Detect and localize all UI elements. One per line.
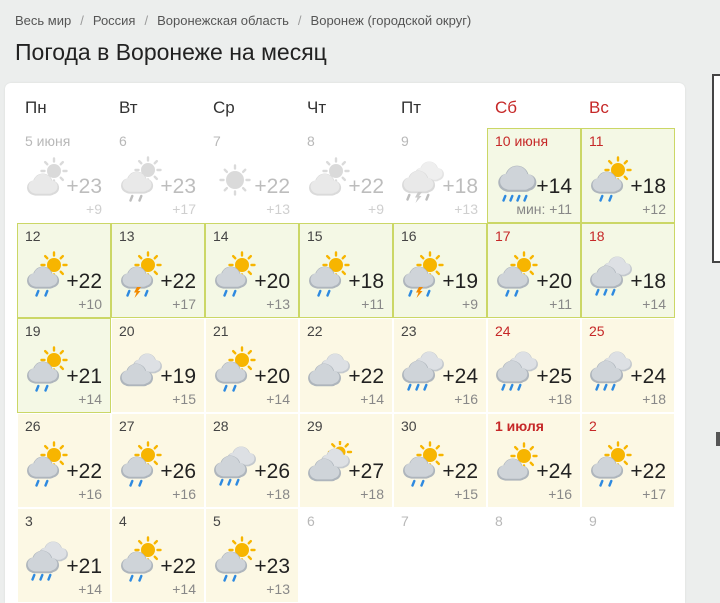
- calendar-day-cell[interactable]: [581, 128, 675, 223]
- day-number: 26: [25, 418, 41, 434]
- calendar-day-cell[interactable]: [581, 413, 675, 508]
- day-number: 28: [213, 418, 229, 434]
- calendar-day-cell[interactable]: [299, 223, 393, 318]
- calendar-day-cell: [393, 128, 487, 223]
- calendar-day-cell: [299, 128, 393, 223]
- max-temperature: +22: [630, 460, 666, 483]
- calendar-day-cell[interactable]: [205, 223, 299, 318]
- min-temperature: +18: [642, 391, 666, 407]
- day-number: 15: [307, 228, 323, 244]
- max-temperature: +22: [442, 460, 478, 483]
- cloudy-rain-icon: [23, 536, 71, 584]
- max-temperature: +18: [442, 175, 478, 198]
- cloudy-icon: [117, 346, 165, 394]
- breadcrumb-link[interactable]: Воронеж (городской округ): [310, 13, 472, 28]
- max-temperature: +22: [160, 555, 196, 578]
- calendar-day-cell[interactable]: [487, 413, 581, 508]
- breadcrumb-separator: /: [144, 13, 149, 28]
- calendar-day-cell-empty: [393, 508, 487, 603]
- min-temperature: +17: [172, 201, 196, 217]
- min-temperature: +17: [172, 296, 196, 312]
- max-temperature: +26: [160, 460, 196, 483]
- min-temperature: +14: [360, 391, 384, 407]
- partly-cloudy-rain-icon: [587, 156, 635, 204]
- max-temperature: +23: [66, 175, 102, 198]
- min-temperature: +14: [172, 581, 196, 597]
- cloudy-icon: [305, 346, 353, 394]
- calendar-day-cell[interactable]: [111, 413, 205, 508]
- calendar-grid: [17, 128, 675, 603]
- calendar-day-cell: [17, 128, 111, 223]
- day-number: 8: [307, 133, 315, 149]
- weekday-label: Вс: [589, 98, 609, 117]
- min-temperature: +13: [266, 581, 290, 597]
- calendar-day-cell[interactable]: [17, 508, 111, 603]
- max-temperature: +20: [536, 270, 572, 293]
- partly-cloudy-icon: [493, 441, 541, 489]
- day-number: 7: [213, 133, 221, 149]
- day-number: 14: [213, 228, 229, 244]
- breadcrumb-link[interactable]: Воронежская область: [157, 13, 289, 28]
- partly-cloudy-rain-icon: [23, 441, 71, 489]
- max-temperature: +23: [160, 175, 196, 198]
- cloudy-rain-icon: [587, 346, 635, 394]
- max-temperature: +18: [348, 270, 384, 293]
- sunny-icon: [211, 156, 259, 204]
- min-temperature: +9: [368, 201, 384, 217]
- max-temperature: +23: [254, 555, 290, 578]
- day-number: 12: [25, 228, 41, 244]
- min-temperature: +14: [78, 391, 102, 407]
- day-number: 5 июня: [25, 133, 71, 149]
- max-temperature: +24: [630, 365, 666, 388]
- day-number: 17: [495, 228, 511, 244]
- cloudy-rain-icon: [399, 346, 447, 394]
- max-temperature: +20: [254, 270, 290, 293]
- weekday-label: Сб: [495, 98, 518, 117]
- cloudy-rain-icon: [493, 346, 541, 394]
- max-temperature: +19: [442, 270, 478, 293]
- partly-cloudy-rain-icon: [23, 251, 71, 299]
- calendar-day-cell[interactable]: [487, 223, 581, 318]
- max-temperature: +25: [536, 365, 572, 388]
- min-temperature: +16: [78, 486, 102, 502]
- partly-cloudy-icon: [23, 156, 71, 204]
- day-number: 7: [401, 513, 409, 529]
- calendar-day-cell[interactable]: [487, 318, 581, 413]
- day-number: 5: [213, 513, 221, 529]
- min-temperature: +10: [78, 296, 102, 312]
- day-number: 8: [495, 513, 503, 529]
- min-temperature: +18: [548, 391, 572, 407]
- cloudy-rain-icon: [211, 441, 259, 489]
- calendar-day-cell-empty: [299, 508, 393, 603]
- breadcrumb-separator: /: [80, 13, 84, 28]
- weekday-label: Вт: [119, 98, 138, 117]
- max-temperature: +21: [66, 555, 102, 578]
- day-number: 21: [213, 323, 229, 339]
- min-temperature: [516, 200, 572, 218]
- max-temperature: +18: [630, 175, 666, 198]
- max-temperature: +22: [160, 270, 196, 293]
- min-temperature-label: мин:: [516, 201, 546, 217]
- calendar-day-cell[interactable]: [17, 318, 111, 413]
- min-temperature: +14: [266, 391, 290, 407]
- min-temperature: +15: [172, 391, 196, 407]
- day-number: 29: [307, 418, 323, 434]
- max-temperature: +21: [66, 365, 102, 388]
- day-number: 30: [401, 418, 417, 434]
- day-number: 3: [25, 513, 33, 529]
- min-temperature: +16: [172, 486, 196, 502]
- max-temperature: +27: [348, 460, 384, 483]
- partly-cloudy-rain-icon: [305, 251, 353, 299]
- max-temperature: +22: [66, 270, 102, 293]
- min-temperature: +16: [454, 391, 478, 407]
- calendar-day-cell[interactable]: [299, 413, 393, 508]
- calendar-day-cell[interactable]: [299, 318, 393, 413]
- calendar-day-cell[interactable]: [111, 318, 205, 413]
- min-temperature: +18: [266, 486, 290, 502]
- month-calendar: [5, 83, 685, 603]
- calendar-day-cell[interactable]: [205, 318, 299, 413]
- breadcrumb-link[interactable]: Весь мир: [15, 13, 72, 28]
- day-number: 4: [119, 513, 127, 529]
- day-number: 23: [401, 323, 417, 339]
- partly-cloudy-thunder-icon: [117, 251, 165, 299]
- calendar-day-cell[interactable]: [581, 318, 675, 413]
- calendar-day-cell: [205, 128, 299, 223]
- mostly-cloudy-icon: [305, 441, 353, 489]
- weekday-label: Пт: [401, 98, 422, 117]
- day-number: 25: [589, 323, 605, 339]
- min-temperature: +11: [549, 296, 572, 312]
- min-temperature: +14: [642, 296, 666, 312]
- day-number: 16: [401, 228, 417, 244]
- min-temperature: +15: [454, 486, 478, 502]
- max-temperature: +14: [536, 175, 572, 198]
- breadcrumb: [15, 13, 471, 29]
- partly-cloudy-icon: [305, 156, 353, 204]
- calendar-day-cell-empty: [487, 508, 581, 603]
- overcast-rain-icon: [493, 156, 541, 204]
- day-number: 10 июня: [495, 133, 549, 149]
- day-number: 24: [495, 323, 511, 339]
- day-number: 19: [25, 323, 41, 339]
- day-number: 2: [589, 418, 597, 434]
- max-temperature: +24: [442, 365, 478, 388]
- partly-cloudy-rain-icon: [117, 536, 165, 584]
- max-temperature: +26: [254, 460, 290, 483]
- sidebar-marker: [716, 432, 720, 446]
- partly-cloudy-rain-icon: [399, 441, 447, 489]
- min-temperature: +9: [86, 201, 102, 217]
- min-temperature: +12: [642, 201, 666, 217]
- max-temperature: +22: [254, 175, 290, 198]
- weekday-label: Чт: [307, 98, 327, 117]
- weekday-header: [17, 93, 675, 123]
- max-temperature: +22: [348, 365, 384, 388]
- cloudy-rain-icon: [587, 251, 635, 299]
- calendar-day-cell[interactable]: [17, 413, 111, 508]
- partly-cloudy-rain-icon: [211, 536, 259, 584]
- min-temperature: +17: [642, 486, 666, 502]
- partly-cloudy-rain-icon: [117, 156, 165, 204]
- calendar-day-cell[interactable]: [205, 508, 299, 603]
- min-temperature: +13: [266, 201, 290, 217]
- weekday-label: Пн: [25, 98, 47, 117]
- calendar-day-cell[interactable]: [111, 508, 205, 603]
- calendar-day-cell[interactable]: [487, 128, 581, 223]
- sidebar-panel-edge: [712, 74, 720, 263]
- breadcrumb-link[interactable]: Россия: [92, 13, 136, 28]
- partly-cloudy-rain-icon: [587, 441, 635, 489]
- calendar-day-cell[interactable]: [205, 413, 299, 508]
- max-temperature: +19: [160, 365, 196, 388]
- breadcrumb-separator: /: [297, 13, 302, 28]
- calendar-day-cell[interactable]: [393, 223, 487, 318]
- partly-cloudy-rain-icon: [23, 346, 71, 394]
- min-temperature: +13: [454, 201, 478, 217]
- partly-cloudy-thunder-icon: [399, 251, 447, 299]
- day-number: 22: [307, 323, 323, 339]
- min-temperature: +9: [462, 296, 478, 312]
- partly-cloudy-rain-icon: [117, 441, 165, 489]
- max-temperature: +18: [630, 270, 666, 293]
- min-temperature: +11: [361, 296, 384, 312]
- day-number: 9: [589, 513, 597, 529]
- cloudy-thunder-icon: [399, 156, 447, 204]
- day-number: 6: [307, 513, 315, 529]
- day-number: 6: [119, 133, 127, 149]
- day-number: 9: [401, 133, 409, 149]
- day-number: 11: [589, 133, 604, 149]
- calendar-day-cell: [111, 128, 205, 223]
- weekday-label: Ср: [213, 98, 235, 117]
- calendar-day-cell[interactable]: [393, 318, 487, 413]
- calendar-day-cell[interactable]: [393, 413, 487, 508]
- partly-cloudy-rain-icon: [211, 251, 259, 299]
- calendar-day-cell[interactable]: [581, 223, 675, 318]
- day-number: 18: [589, 228, 605, 244]
- partly-cloudy-rain-icon: [493, 251, 541, 299]
- day-number: 20: [119, 323, 135, 339]
- day-number: 1 июля: [495, 418, 544, 434]
- day-number: 13: [119, 228, 135, 244]
- calendar-day-cell-empty: [581, 508, 675, 603]
- page-title: Погода в Воронеже на месяц: [15, 39, 327, 65]
- min-temperature: +14: [78, 581, 102, 597]
- min-temperature-value: +11: [549, 201, 572, 217]
- max-temperature: +22: [66, 460, 102, 483]
- day-number: 27: [119, 418, 135, 434]
- calendar-day-cell[interactable]: [111, 223, 205, 318]
- max-temperature: +24: [536, 460, 572, 483]
- max-temperature: +22: [348, 175, 384, 198]
- min-temperature: +16: [548, 486, 572, 502]
- partly-cloudy-rain-icon: [211, 346, 259, 394]
- calendar-day-cell[interactable]: [17, 223, 111, 318]
- max-temperature: +20: [254, 365, 290, 388]
- min-temperature: +13: [266, 296, 290, 312]
- min-temperature: +18: [360, 486, 384, 502]
